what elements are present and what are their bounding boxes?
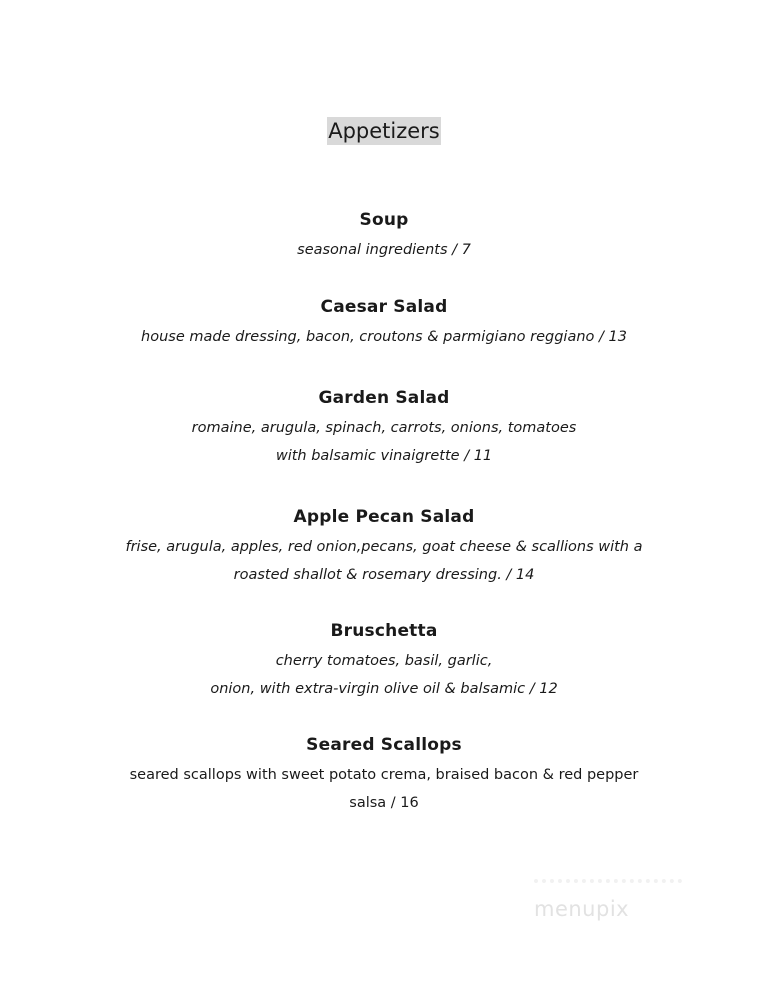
item-description-line: frise, arugula, apples, red onion,pecans, goat cheese & scallions with a <box>125 539 643 555</box>
menu-item-garden-salad <box>0 386 768 470</box>
item-description-line: seared scallops with sweet potato crema, braised bacon & red pepper <box>129 767 639 783</box>
section-title-text: Appetizers <box>328 119 440 143</box>
item-description <box>0 761 768 817</box>
item-name: Soup <box>359 210 409 230</box>
item-name: Apple Pecan Salad <box>293 507 475 527</box>
item-description-line: with balsamic vinaigrette / 11 <box>275 448 493 464</box>
watermark-text: menupix <box>534 897 630 921</box>
item-name: Garden Salad <box>318 388 450 408</box>
menu-item-bruschetta <box>0 619 768 703</box>
item-description-line: house made dressing, bacon, croutons & parmigiano reggiano / 13 <box>141 329 627 345</box>
menu-item-caesar-salad <box>0 295 768 351</box>
menupix-watermark <box>534 897 684 931</box>
item-name: Seared Scallops <box>306 735 462 755</box>
menu-item-seared-scallops <box>0 733 768 817</box>
item-description-line: cherry tomatoes, basil, garlic, <box>275 653 493 669</box>
item-description-line: onion, with extra-virgin olive oil & balsamic / 12 <box>210 681 558 697</box>
item-description <box>0 414 768 470</box>
menu-item-apple-pecan-salad <box>0 505 768 589</box>
item-description <box>0 236 768 264</box>
item-description-line: seasonal ingredients / 7 <box>297 242 471 258</box>
item-description <box>0 323 768 351</box>
item-description <box>0 533 768 589</box>
item-name: Caesar Salad <box>320 297 448 317</box>
item-description <box>0 647 768 703</box>
item-name: Bruschetta <box>330 621 438 641</box>
item-description-line: romaine, arugula, spinach, carrots, onions, tomatoes <box>191 420 577 436</box>
watermark-faint-text <box>534 879 682 891</box>
item-description-line: roasted shallot & rosemary dressing. / 14 <box>233 567 535 583</box>
section-title <box>0 117 768 145</box>
menu-item-soup <box>0 208 768 264</box>
item-description-line: salsa / 16 <box>349 795 419 811</box>
